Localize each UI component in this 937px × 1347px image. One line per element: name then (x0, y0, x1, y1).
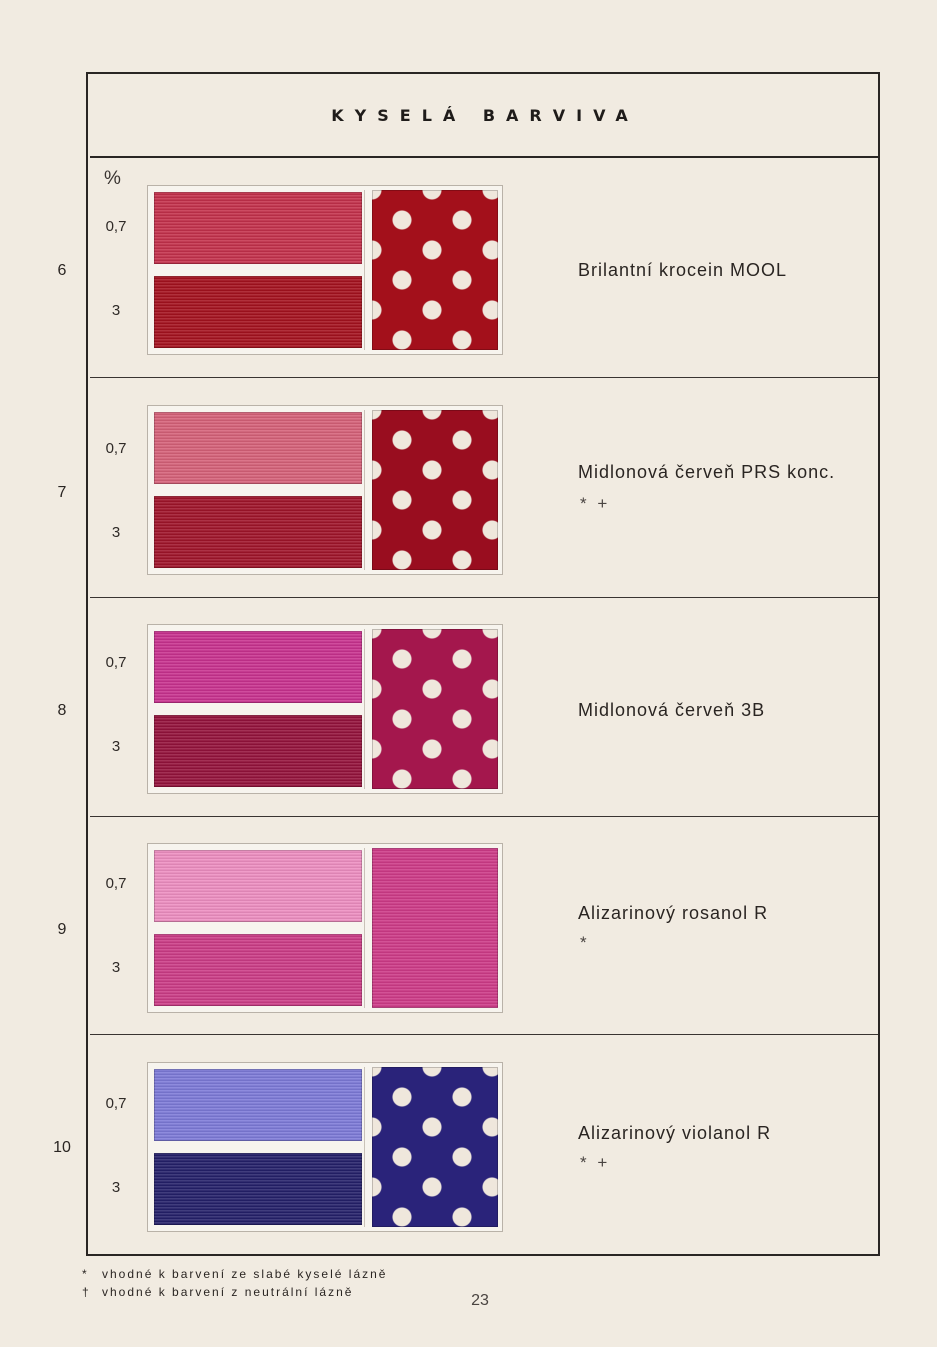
dye-row-8 (0, 598, 937, 816)
percent-dark: 3 (111, 1179, 121, 1196)
row-number: 6 (57, 262, 67, 279)
swatch-light (154, 412, 362, 484)
swatch-light (154, 631, 362, 703)
percent-light: 0,7 (105, 875, 127, 892)
swatch-light (154, 1069, 362, 1141)
dye-name: Midlonová červeň 3B (578, 700, 766, 720)
swatch-dark (154, 934, 362, 1006)
swatch-dark (154, 496, 362, 568)
card-divider (364, 410, 365, 570)
percent-light: 0,7 (105, 218, 127, 235)
dye-name: Brilantní krocein MOOL (578, 260, 788, 280)
percent-dark: 3 (111, 959, 121, 976)
dye-marks: * (580, 933, 590, 952)
sample-card (147, 1062, 503, 1232)
swatch-light (154, 192, 362, 264)
footnote (82, 1285, 353, 1299)
row-number: 8 (57, 702, 67, 719)
dye-row-7 (0, 378, 937, 596)
page-number: 23 (471, 1292, 489, 1309)
swatch-dark (154, 1153, 362, 1225)
card-divider (364, 848, 365, 1008)
card-divider (364, 1067, 365, 1227)
dye-marks: * + (580, 1153, 611, 1172)
dye-row-6 (0, 158, 937, 376)
card-divider (364, 629, 365, 789)
dotted-fabric-sample (372, 1067, 498, 1227)
swatch-light (154, 850, 362, 922)
row-number: 7 (57, 484, 67, 501)
sample-card (147, 405, 503, 575)
percent-dark: 3 (111, 524, 121, 541)
dye-marks: * + (580, 494, 611, 513)
footnote-symbol: † (82, 1285, 91, 1299)
dye-name: Alizarinový rosanol R (578, 903, 769, 923)
swatch-dark (154, 276, 362, 348)
dotted-fabric-sample (372, 629, 498, 789)
dye-name: Alizarinový violanol R (578, 1123, 772, 1143)
row-number: 9 (57, 921, 67, 938)
dotted-fabric-sample (372, 410, 498, 570)
percent-light: 0,7 (105, 654, 127, 671)
swatch-dark (154, 715, 362, 787)
dotted-fabric-sample (372, 190, 498, 350)
footnote-text: vhodné k barvení z neutrální lázně (102, 1285, 354, 1299)
percent-light: 0,7 (105, 1095, 127, 1112)
percent-symbol: % (104, 168, 121, 189)
page-title: KYSELÁ BARVIVA (331, 106, 639, 125)
row-number: 10 (53, 1139, 71, 1156)
card-divider (364, 190, 365, 350)
dye-row-10 (0, 1035, 937, 1253)
percent-light: 0,7 (105, 440, 127, 457)
dye-row-9 (0, 817, 937, 1035)
plain-fabric-sample (372, 848, 498, 1008)
footnote-symbol: * (82, 1267, 89, 1281)
footnote (82, 1267, 387, 1281)
sample-card (147, 843, 503, 1013)
percent-dark: 3 (111, 738, 121, 755)
sample-card (147, 624, 503, 794)
dye-name: Midlonová červeň PRS konc. (578, 462, 836, 482)
footnote-text: vhodné k barvení ze slabé kyselé lázně (102, 1267, 388, 1281)
percent-dark: 3 (111, 302, 121, 319)
sample-card (147, 185, 503, 355)
